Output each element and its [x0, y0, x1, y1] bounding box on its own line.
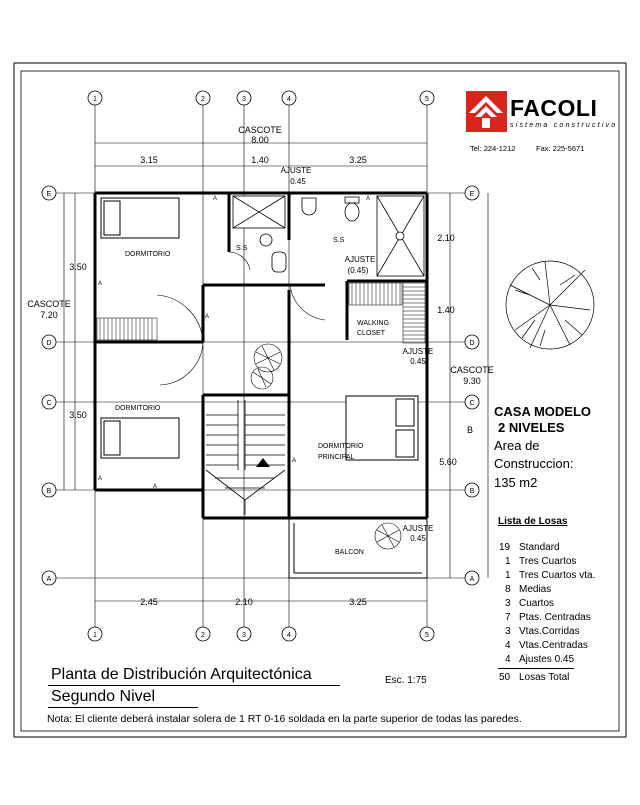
- svg-text:CASCOTE: CASCOTE: [27, 299, 71, 309]
- svg-text:A: A: [292, 458, 297, 464]
- losas-total-qty: 50: [499, 672, 511, 683]
- svg-text:A: A: [98, 476, 103, 482]
- company-name: FACOLI: [510, 95, 598, 121]
- svg-text:E: E: [46, 191, 52, 198]
- svg-text:B: B: [466, 425, 474, 435]
- company-fax: Fax: 225-5671: [536, 144, 585, 153]
- stair-arrow: [256, 458, 270, 467]
- drawing-title: Planta de Distribución Arquitectónica: [51, 666, 312, 683]
- losa-qty: 4: [505, 640, 511, 651]
- svg-text:D: D: [469, 340, 475, 347]
- svg-text:2: 2: [201, 632, 205, 639]
- svg-text:CASCOTE: CASCOTE: [450, 365, 494, 375]
- svg-text:S.S: S.S: [236, 245, 248, 252]
- svg-text:2.45: 2.45: [140, 597, 158, 607]
- svg-text:3.15: 3.15: [140, 155, 158, 165]
- stairs: [206, 400, 285, 515]
- losa-name: Cuartos: [519, 598, 555, 609]
- svg-text:DORMITORIO: DORMITORIO: [115, 405, 161, 412]
- drawing-scale: Esc. 1:75: [385, 675, 427, 686]
- svg-text:PRINCIPAL: PRINCIPAL: [318, 454, 355, 461]
- grid-bubble-labels: [46, 96, 474, 639]
- svg-text:BALCON: BALCON: [335, 549, 364, 556]
- svg-text:1: 1: [93, 632, 97, 639]
- area-label: Area de: [494, 438, 540, 453]
- losa-name: Vtas.Centradas: [519, 640, 588, 651]
- svg-text:7.20: 7.20: [40, 310, 58, 320]
- svg-text:(0.45): (0.45): [347, 266, 369, 275]
- losa-name: Ajustes 0.45: [519, 654, 575, 665]
- losa-name: Tres Cuartos: [519, 556, 577, 567]
- losas-divider: [498, 668, 574, 669]
- svg-text:C: C: [46, 400, 52, 407]
- tree-symbol: [506, 261, 594, 349]
- svg-text:A: A: [98, 281, 103, 287]
- svg-text:8.00: 8.00: [251, 135, 269, 145]
- svg-text:A: A: [469, 576, 475, 583]
- svg-text:3.50: 3.50: [69, 262, 87, 272]
- company-tel: Tel: 224-1212: [470, 144, 516, 153]
- losas-title: Lista de Losas: [498, 516, 568, 527]
- svg-text:A: A: [366, 196, 371, 202]
- grid-bubbles: [42, 91, 479, 641]
- svg-text:3.25: 3.25: [349, 597, 367, 607]
- svg-text:DORMITORIO: DORMITORIO: [125, 251, 171, 258]
- svg-text:5.60: 5.60: [439, 457, 457, 467]
- company-subtitle: sistema constructivo: [510, 122, 618, 129]
- drawing-subtitle: Segundo Nivel: [51, 688, 156, 705]
- svg-text:2.10: 2.10: [437, 233, 455, 243]
- svg-text:2: 2: [201, 96, 205, 103]
- svg-text:B: B: [469, 488, 475, 495]
- grid-lines: [56, 104, 465, 628]
- svg-text:3: 3: [242, 632, 246, 639]
- svg-text:4: 4: [287, 632, 291, 639]
- losa-name: Tres Cuartos vta.: [519, 570, 596, 581]
- losa-qty: 1: [505, 556, 511, 567]
- losa-qty: 4: [505, 654, 511, 665]
- svg-text:DORMITORIO: DORMITORIO: [318, 443, 364, 450]
- svg-text:WALKING: WALKING: [357, 320, 390, 327]
- facoli-logo-mark: [466, 91, 507, 132]
- svg-text:AJUSTE: AJUSTE: [280, 166, 312, 175]
- svg-text:CASCOTE: CASCOTE: [238, 125, 282, 135]
- svg-text:4: 4: [287, 96, 291, 103]
- project-name: CASA MODELO: [494, 404, 592, 419]
- svg-text:CLOSET: CLOSET: [357, 330, 386, 337]
- losa-qty: 7: [505, 612, 511, 623]
- svg-text:3: 3: [242, 96, 246, 103]
- svg-text:B: B: [46, 488, 52, 495]
- svg-text:1: 1: [93, 96, 97, 103]
- losa-name: Vtas.Corridas: [519, 626, 580, 637]
- svg-text:E: E: [469, 191, 475, 198]
- title-underline-1: [48, 685, 340, 686]
- svg-text:5: 5: [425, 96, 429, 103]
- bath-fixtures: [233, 196, 424, 276]
- svg-text:A: A: [46, 576, 52, 583]
- svg-text:D: D: [46, 340, 52, 347]
- svg-text:1.40: 1.40: [251, 155, 269, 165]
- svg-text:AJUSTE: AJUSTE: [402, 347, 434, 356]
- losa-qty: 1: [505, 570, 511, 581]
- title-underline-2: [48, 707, 198, 708]
- area-value: 135 m2: [494, 475, 538, 490]
- losa-qty: 3: [505, 626, 511, 637]
- drawing-note: Nota: El cliente deberá instalar solera de 1 RT 0-16 soldada en la parte superior de todas las paredes.: [47, 713, 522, 725]
- door-swings: [157, 252, 325, 385]
- losa-qty: 19: [499, 542, 511, 553]
- svg-text:3.50: 3.50: [69, 410, 87, 420]
- svg-text:5: 5: [425, 632, 429, 639]
- losa-name: Standard: [519, 542, 560, 553]
- svg-text:A: A: [205, 314, 210, 320]
- area-label-2: Construccion:: [494, 456, 574, 471]
- svg-text:3.25: 3.25: [349, 155, 367, 165]
- svg-text:A: A: [213, 196, 218, 202]
- svg-text:AJUSTE: AJUSTE: [344, 255, 376, 264]
- losa-name: Ptas. Centradas: [519, 612, 591, 623]
- svg-text:S.S: S.S: [333, 237, 345, 244]
- project-levels: 2 NIVELES: [498, 420, 565, 435]
- svg-text:AJUSTE: AJUSTE: [402, 524, 434, 533]
- losas-total-label: Losas Total: [519, 672, 570, 683]
- losa-qty: 3: [505, 598, 511, 609]
- beds: [101, 198, 418, 460]
- svg-text:C: C: [469, 400, 475, 407]
- svg-text:1.40: 1.40: [437, 305, 455, 315]
- svg-text:0.45: 0.45: [410, 534, 426, 543]
- svg-text:9.30: 9.30: [463, 376, 481, 386]
- svg-text:2.10: 2.10: [235, 597, 253, 607]
- svg-text:0.45: 0.45: [290, 177, 306, 186]
- losa-qty: 8: [505, 584, 511, 595]
- losa-name: Medias: [519, 584, 552, 595]
- svg-text:A: A: [153, 484, 158, 490]
- svg-text:0.45: 0.45: [410, 357, 426, 366]
